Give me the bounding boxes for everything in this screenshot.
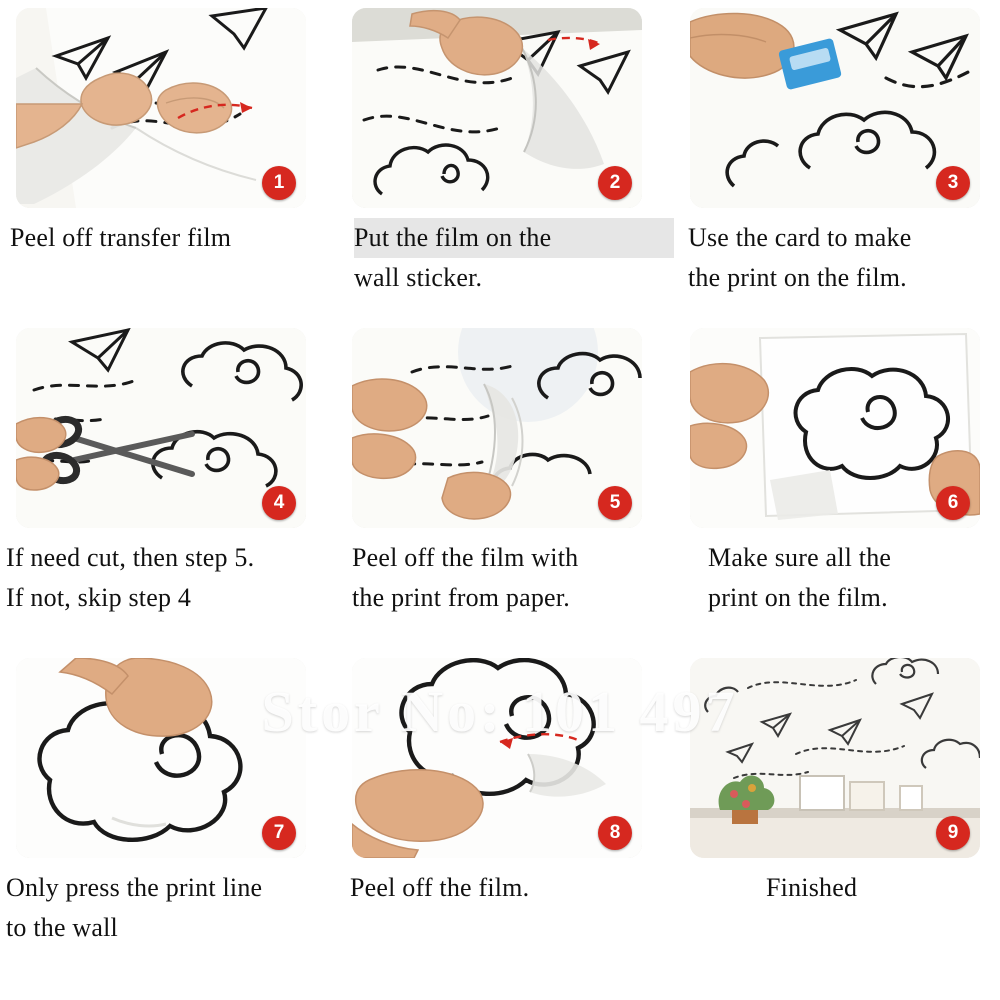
caption-line: print on the film. bbox=[708, 583, 888, 613]
caption-line: Make sure all the bbox=[708, 543, 892, 572]
step-number-badge: 9 bbox=[936, 816, 970, 850]
step-card-2 bbox=[340, 0, 680, 320]
step-photo-2 bbox=[352, 8, 642, 208]
step-number-badge: 1 bbox=[262, 166, 296, 200]
step-photo-1 bbox=[16, 8, 306, 208]
caption-line: Use the card to make bbox=[688, 223, 912, 252]
step-photo-8 bbox=[352, 658, 642, 858]
caption-line: If need cut, then step 5. bbox=[6, 543, 255, 572]
caption-line: Only press the print line bbox=[6, 873, 263, 902]
caption-line: the print from paper. bbox=[352, 583, 570, 613]
step-caption-2 bbox=[346, 218, 674, 299]
store-watermark: Stor No: 101 497 bbox=[261, 679, 739, 744]
caption-line: Peel off the film. bbox=[350, 873, 530, 902]
step-number-badge: 2 bbox=[598, 166, 632, 200]
caption-line: If not, skip step 4 bbox=[6, 583, 192, 613]
caption-line: Finished bbox=[766, 873, 858, 902]
step-number-badge: 5 bbox=[598, 486, 632, 520]
step-caption-9 bbox=[686, 868, 994, 908]
step-photo-7 bbox=[16, 658, 306, 858]
caption-line: Peel off transfer film bbox=[10, 223, 232, 252]
caption-line: to the wall bbox=[6, 913, 118, 943]
step-card-6 bbox=[680, 320, 1000, 650]
step-card-1 bbox=[0, 0, 340, 320]
step-card-4 bbox=[0, 320, 340, 650]
step-caption-1 bbox=[6, 218, 334, 258]
step-photo-3 bbox=[690, 8, 980, 208]
step-caption-6 bbox=[686, 538, 994, 619]
step-photo-9 bbox=[690, 658, 980, 858]
step-caption-3 bbox=[686, 218, 994, 299]
step-number-badge: 3 bbox=[936, 166, 970, 200]
step-caption-7 bbox=[6, 868, 334, 949]
step-photo-6 bbox=[690, 328, 980, 528]
caption-line: Peel off the film with bbox=[352, 543, 579, 572]
step-number-badge: 8 bbox=[598, 816, 632, 850]
step-number-badge: 7 bbox=[262, 816, 296, 850]
step-card-5 bbox=[340, 320, 680, 650]
step-card-9 bbox=[680, 650, 1000, 1000]
caption-line: the print on the film. bbox=[688, 263, 907, 293]
step-number-badge: 4 bbox=[262, 486, 296, 520]
caption-line: Put the film on the bbox=[354, 218, 674, 258]
step-number-badge: 6 bbox=[936, 486, 970, 520]
caption-line: wall sticker. bbox=[354, 263, 483, 293]
step-caption-5 bbox=[346, 538, 674, 619]
step-caption-4 bbox=[6, 538, 334, 619]
step-card-7 bbox=[0, 650, 340, 1000]
step-photo-5 bbox=[352, 328, 642, 528]
step-photo-4 bbox=[16, 328, 306, 528]
step-card-3 bbox=[680, 0, 1000, 320]
step-caption-8 bbox=[346, 868, 674, 908]
step-card-8 bbox=[340, 650, 680, 1000]
